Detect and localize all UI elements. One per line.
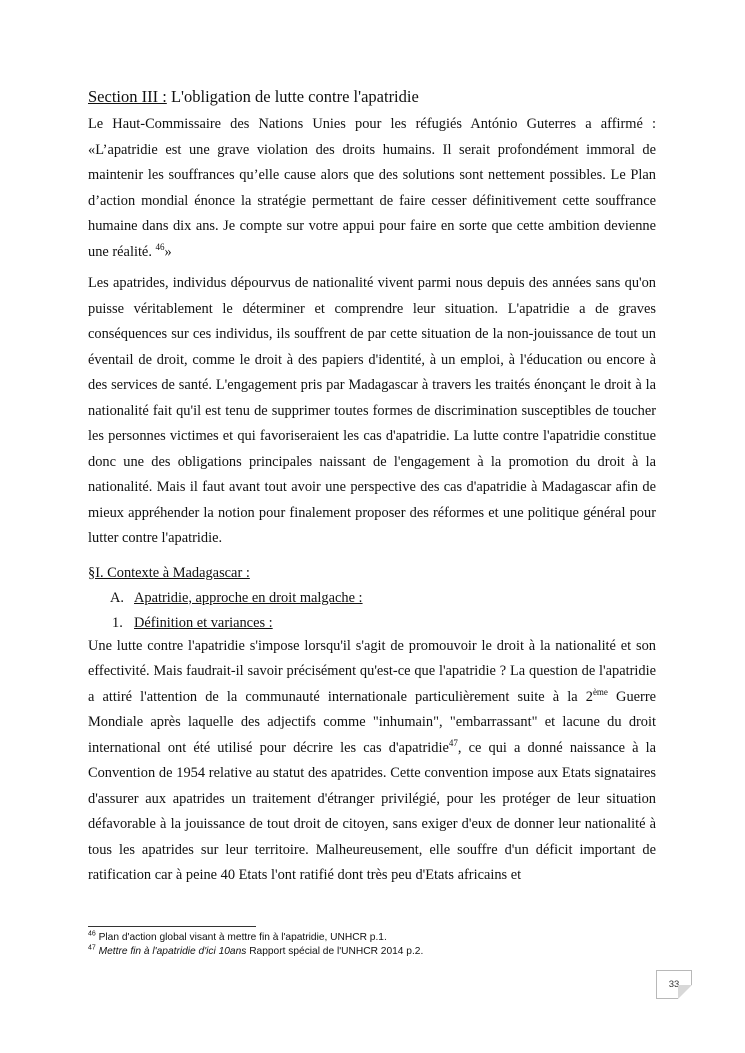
footnote-46-number: 46 — [88, 930, 96, 938]
paragraph-3-part-b: Guerre Mondiale après laquelle des adjectifs comme "inhumain", "embarrassant" et lacune du droit international ont été utilisé pour décrire les cas d'apatridie — [88, 688, 656, 756]
paragraph-3-part-a: Une lutte contre l'apatridie s'impose lorsqu'il s'agit de promouvoir le droit à la nationalité et son effectivité. Mais faudrait-il savoir précisément qu'est-ce que l'apatridie ? La question de l'apatridie a attiré l'attention de la communauté internationale particulièrement suite à la 2 — [88, 637, 656, 705]
heading-1-definition — [88, 612, 656, 634]
heading-a-apatridie — [88, 587, 656, 609]
footnote-46 — [88, 931, 668, 945]
footnote-47-number: 47 — [88, 944, 96, 952]
heading-a-marker: A. — [110, 589, 124, 606]
heading-context-madagascar — [88, 562, 656, 584]
footnotes — [88, 931, 668, 959]
paragraph-guterres-quote — [88, 112, 656, 265]
footnote-divider — [88, 926, 256, 927]
page-body — [88, 86, 656, 889]
heading-a-text: Apatridie, approche en droit malgache : — [134, 589, 363, 606]
page-number: 33 — [656, 970, 692, 999]
paragraph-1-text: Le Haut-Commissaire des Nations Unies pour les réfugiés António Guterres a affirmé : «L’apatridie est une grave violation des droits humains. Il serait profondément immoral de maintenir les souffrances qu’elle cause alors que des solutions sont nettement possibles. Le Plan d’action mondial énonce la stratégie permettant de faire cesser définitivement cette souffrance humaine dans dix ans. Je compte sur votre appui pour faire en sorte que cette ambition devienne une réalité. — [88, 116, 656, 260]
footnote-ref-47: 47 — [448, 737, 458, 748]
paragraph-definition — [88, 634, 656, 889]
paragraph-3-part-c: , ce qui a donné naissance à la Convention de 1954 relative au statut des apatrides. Cette convention impose aux Etats signataires d'assurer aux apatrides un traitement d'étranger privilégié, pour les protéger de leur situation défavorable à la jouissance de tout droit de citoyen, sans exiger d'eux de donner leur nationalité à tous les apatrides sur leur territoire. Malheureusement, elle souffre d'un déficit important de ratification car à peine 40 Etats l'ont ratifié dont très peu d'Etats africains et — [88, 739, 656, 883]
heading-context-text: §I. Contexte à Madagascar : — [88, 564, 250, 581]
footnote-46-text: Plan d'action global visant à mettre fin à l'apatridie, UNHCR p.1. — [95, 932, 387, 943]
heading-1-text: Définition et variances : — [134, 614, 273, 631]
footnote-ref-46: 46 — [155, 241, 165, 252]
footnote-47 — [88, 945, 668, 959]
heading-1-marker: 1. — [112, 614, 123, 631]
quote-close: » — [164, 243, 172, 260]
paragraph-apatrides: Les apatrides, individus dépourvus de nationalité vivent parmi nous depuis des années sans qu'on puisse véritablement le déterminer et comprendre leur situation. L'apatridie a de graves conséquences sur ces individus, ils souffrent de par cette situation de la non-jouissance de tout un éventail de droit, comme le droit à des papiers d'identité, à un emploi, à l'éducation ou encore à des services de santé. L'engagement pris par Madagascar à travers les traités énonçant le droit à la nationalité fait qu'il est tenu de supprimer toutes formes de discrimination susceptibles de toucher les personnes victimes et qui favoriseraient les cas d'apatridie. La lutte contre l'apatridie constitue donc une des obligations principales naissant de l'engagement à la promotion du droit à la nationalité. Mais il faut avant tout avoir une perspective des cas d'apatridie à Madagascar afin de mieux appréhender la notion pour finalement proposer des réformes et une politique général pour lutter contre l'apatridie. — [88, 275, 656, 546]
footnote-47-text: Rapport spécial de l'UNHCR 2014 p.2. — [246, 946, 424, 957]
ordinal-superscript: ème — [592, 686, 608, 697]
section-title-text: L'obligation de lutte contre l'apatridie — [166, 87, 419, 106]
footnote-47-title: Mettre fin à l'apatridie d'ici 10ans — [95, 946, 247, 957]
section-label: Section III : — [88, 87, 167, 106]
section-title — [88, 86, 656, 108]
